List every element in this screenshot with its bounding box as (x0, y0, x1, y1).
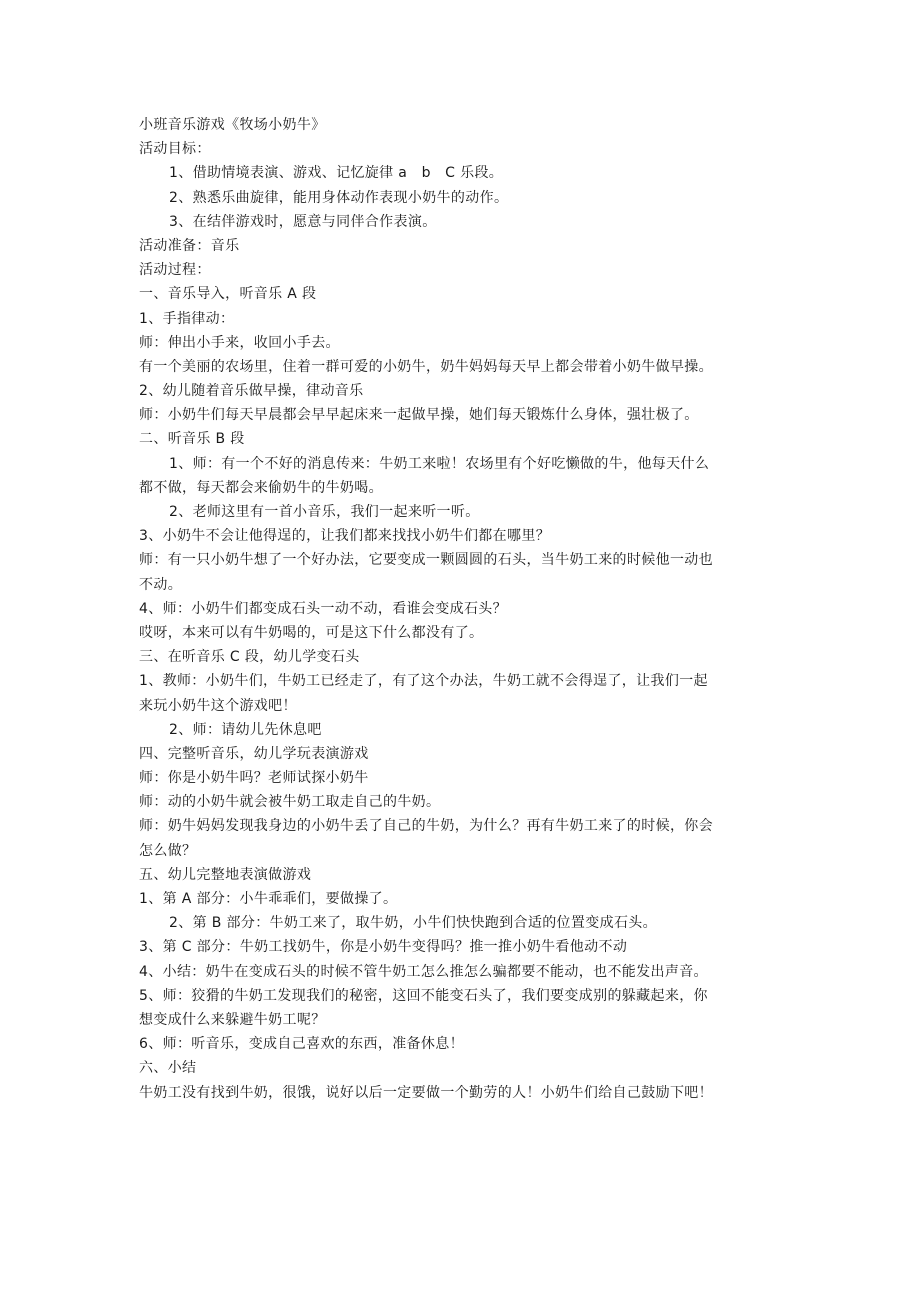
text-line: 3、第 C 部分：牛奶工找奶牛，你是小奶牛变得吗？推一推小奶牛看他动不动 (139, 939, 628, 956)
text-line: 牛奶工没有找到牛奶，很饿，说好以后一定要做一个勤劳的人！小奶牛们给自己鼓励下吧！ (139, 1084, 713, 1101)
document-title: 小班音乐游戏《牧场小奶牛》 (139, 117, 326, 133)
text-line: 师：奶牛妈妈发现我身边的小奶牛丢了自己的牛奶，为什么？再有牛奶工来了的时候，你会 (139, 818, 713, 835)
text-line: 1、手指律动： (139, 310, 235, 327)
text-line: 2、第 B 部分：牛奶工来了，取牛奶，小牛们快快跑到合适的位置变成石头。 (169, 915, 658, 932)
text-line: 五、幼儿完整地表演做游戏 (139, 866, 312, 883)
text-line: 5、师：狡猾的牛奶工发现我们的秘密，这回不能变石头了，我们要变成别的躲藏起来，你 (139, 987, 708, 1004)
text-line: 2、幼儿随着音乐做早操，律动音乐 (139, 383, 364, 400)
document-body (139, 113, 799, 1105)
text-line: 不动。 (139, 576, 183, 593)
text-line: 师：你是小奶牛吗？老师试探小奶牛 (139, 770, 369, 787)
text-line: 来玩小奶牛这个游戏吧！ (139, 697, 297, 714)
text-line: 4、师：小奶牛们都变成石头一动不动，看谁会变成石头？ (139, 600, 508, 617)
text-line: 师：动的小奶牛就会被牛奶工取走自己的牛奶。 (139, 794, 441, 811)
text-line: 1、借助情境表演、游戏、记忆旋律 a b C 乐段。 (169, 165, 504, 182)
text-line: 怎么做？ (139, 842, 197, 859)
text-line: 师：有一只小奶牛想了一个好办法，它要变成一颗圆圆的石头，当牛奶工来的时候他一动也 (139, 552, 713, 569)
text-line: 2、熟悉乐曲旋律，能用身体动作表现小奶牛的动作。 (169, 189, 509, 206)
text-line: 三、在听音乐 C 段，幼儿学变石头 (139, 649, 360, 666)
text-line: 1、教师：小奶牛们，牛奶工已经走了，有了这个办法，牛奶工就不会得逞了，让我们一起 (139, 673, 708, 690)
text-line: 2、老师这里有一首小音乐，我们一起来听一听。 (169, 504, 480, 520)
text-line: 活动目标： (139, 141, 211, 158)
text-line: 4、小结：奶牛在变成石头的时候不管牛奶工怎么推怎么骗都要不能动，也不能发出声音。 (139, 963, 708, 980)
text-line: 1、师：有一个不好的消息传来：牛奶工来啦！农场里有个好吃懒做的牛，他每天什么 (169, 455, 710, 472)
text-line: 哎呀，本来可以有牛奶喝的，可是这下什么都没有了。 (139, 624, 484, 641)
text-line: 六、小结 (139, 1060, 197, 1077)
text-line: 活动准备：音乐 (139, 237, 240, 254)
text-line: 师：伸出小手来，收回小手去。 (139, 334, 340, 351)
text-line: 活动过程： (139, 262, 211, 279)
text-line: 四、完整听音乐，幼儿学玩表演游戏 (139, 745, 369, 762)
text-line: 2、师：请幼儿先休息吧 (169, 721, 322, 738)
text-line: 6、师：听音乐，变成自己喜欢的东西，准备休息！ (139, 1036, 464, 1053)
text-line: 1、第 A 部分：小牛乖乖们，要做操了。 (139, 891, 398, 907)
text-line: 一、音乐导入，听音乐 A 段 (139, 286, 317, 303)
text-line: 想变成什么来躲避牛奶工呢？ (139, 1011, 326, 1028)
text-line: 3、小奶牛不会让他得逞的，让我们都来找找小奶牛们都在哪里？ (139, 528, 551, 545)
text-line: 师：小奶牛们每天早晨都会早早起床来一起做早操，她们每天锻炼什么身体，强壮极了。 (139, 407, 699, 424)
text-line: 有一个美丽的农场里，住着一群可爱的小奶牛，奶牛妈妈每天早上都会带着小奶牛做早操。 (139, 358, 713, 375)
text-line: 都不做，每天都会来偷奶牛的牛奶喝。 (139, 479, 383, 496)
text-line: 3、在结伴游戏时，愿意与同伴合作表演。 (169, 213, 437, 230)
text-line: 二、听音乐 B 段 (139, 431, 245, 448)
